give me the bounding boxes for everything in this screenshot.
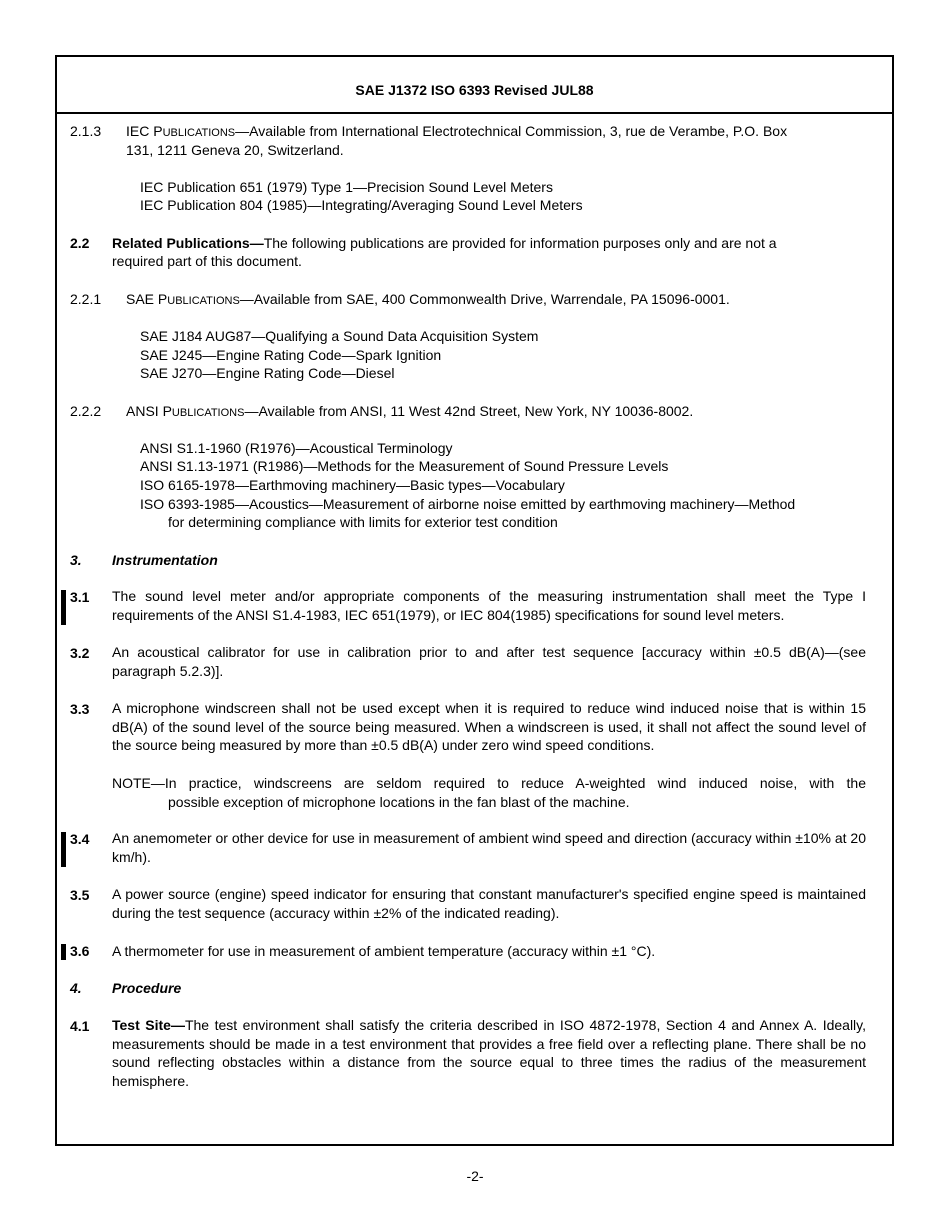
reference-item: ANSI S1.13-1971 (R1986)—Methods for the Measurement of Sound Pressure Levels bbox=[140, 458, 669, 474]
reference-item: SAE J245—Engine Rating Code—Spark Ignition bbox=[140, 347, 442, 363]
document-title: SAE J1372 ISO 6393 Revised JUL88 bbox=[355, 82, 594, 98]
section-number: 3.4 bbox=[70, 831, 90, 847]
section-number: 2.2 bbox=[70, 235, 90, 251]
section-number: 3.2 bbox=[70, 645, 90, 661]
reference-item-continuation: for determining compliance with limits for exterior test condition bbox=[168, 514, 558, 530]
section-heading: IEC PUBLICATIONS—Available from International Electrotechnical Commission, 3, rue de Verambe, P.O. Box bbox=[126, 123, 788, 139]
reference-item: SAE J184 AUG87—Qualifying a Sound Data Acquisition System bbox=[140, 328, 539, 344]
reference-item: ISO 6165-1978—Earthmoving machinery—Basic types—Vocabulary bbox=[140, 477, 565, 493]
page-number: -2- bbox=[466, 1168, 484, 1184]
section-text: required part of this document. bbox=[112, 253, 302, 269]
header-box bbox=[57, 57, 892, 114]
reference-item: IEC Publication 804 (1985)—Integrating/Averaging Sound Level Meters bbox=[140, 197, 583, 213]
reference-item: ANSI S1.1-1960 (R1976)—Acoustical Terminology bbox=[140, 440, 453, 456]
section-heading: Related Publications—The following publications are provided for information purposes only and are not a bbox=[112, 235, 777, 251]
section-text: 131, 1211 Geneva 20, Switzerland. bbox=[126, 142, 344, 158]
section-text: An acoustical calibrator for use in calibration prior to and after test sequence [accuracy within ±0.5 dB(A)—(see paragraph 5.2.3)]. bbox=[112, 644, 866, 679]
section-text: A microphone windscreen shall not be used except when it is required to reduce wind induced noise that is within 15 dB(A) of the sound level of the source being measured. When a windscreen is used, it shall not affect the sound level of the source being measured by more than ±0.5 dB(A) under zero wind speed conditions. bbox=[112, 700, 866, 754]
section-heading: ANSI PUBLICATIONS—Available from ANSI, 11 West 42nd Street, New York, NY 10036-8002. bbox=[126, 403, 694, 419]
section-text: The sound level meter and/or appropriate components of the measuring instrumentation shall meet the Type I requirements of the ANSI S1.4-1983, IEC 651(1979), or IEC 804(1985) specifications for sound level meters. bbox=[112, 588, 866, 623]
section-number: 2.1.3 bbox=[70, 123, 102, 139]
section-number: 3.3 bbox=[70, 701, 90, 717]
section-title: Procedure bbox=[112, 980, 182, 996]
change-bar bbox=[61, 832, 66, 867]
section-text: Test Site—The test environment shall satisfy the criteria described in ISO 4872-1978, Section 4 and Annex A. Ideally, measurements should be made in a test environment that provides a free field over a reflecting plane. There shall be no sound reflecting obstacles within a distance from the source equal to three times the radius of the measurement hemisphere. bbox=[112, 1017, 867, 1089]
reference-item: ISO 6393-1985—Acoustics—Measurement of airborne noise emitted by earthmoving machinery—Method bbox=[140, 496, 796, 512]
reference-item: IEC Publication 651 (1979) Type 1—Precision Sound Level Meters bbox=[140, 179, 553, 195]
section-number: 4. bbox=[70, 980, 82, 996]
section-heading: SAE PUBLICATIONS—Available from SAE, 400 Commonwealth Drive, Warrendale, PA 15096-0001. bbox=[126, 291, 730, 307]
note-text-continuation: possible exception of microphone locations in the fan blast of the machine. bbox=[168, 794, 630, 810]
section-title: Instrumentation bbox=[112, 552, 218, 568]
section-text: An anemometer or other device for use in measurement of ambient wind speed and direction (accuracy within ±10% at 20 km/h). bbox=[112, 830, 866, 865]
section-number: 3.5 bbox=[70, 887, 90, 903]
change-bar bbox=[61, 944, 66, 960]
section-text: A power source (engine) speed indicator for ensuring that constant manufacturer's specified engine speed is maintained during the test sequence (accuracy within ±2% of the indicated reading). bbox=[112, 886, 866, 921]
section-number: 3.6 bbox=[70, 943, 90, 959]
note-text: NOTE—In practice, windscreens are seldom required to reduce A-weighted wind induced noise, with the bbox=[112, 775, 866, 791]
section-text: A thermometer for use in measurement of ambient temperature (accuracy within ±1 °C). bbox=[112, 943, 656, 959]
section-number: 4.1 bbox=[70, 1018, 90, 1034]
section-number: 3. bbox=[70, 552, 82, 568]
change-bar bbox=[61, 590, 66, 625]
reference-item: SAE J270—Engine Rating Code—Diesel bbox=[140, 365, 395, 381]
section-number: 2.2.1 bbox=[70, 291, 102, 307]
section-number: 2.2.2 bbox=[70, 403, 102, 419]
section-number: 3.1 bbox=[70, 589, 90, 605]
